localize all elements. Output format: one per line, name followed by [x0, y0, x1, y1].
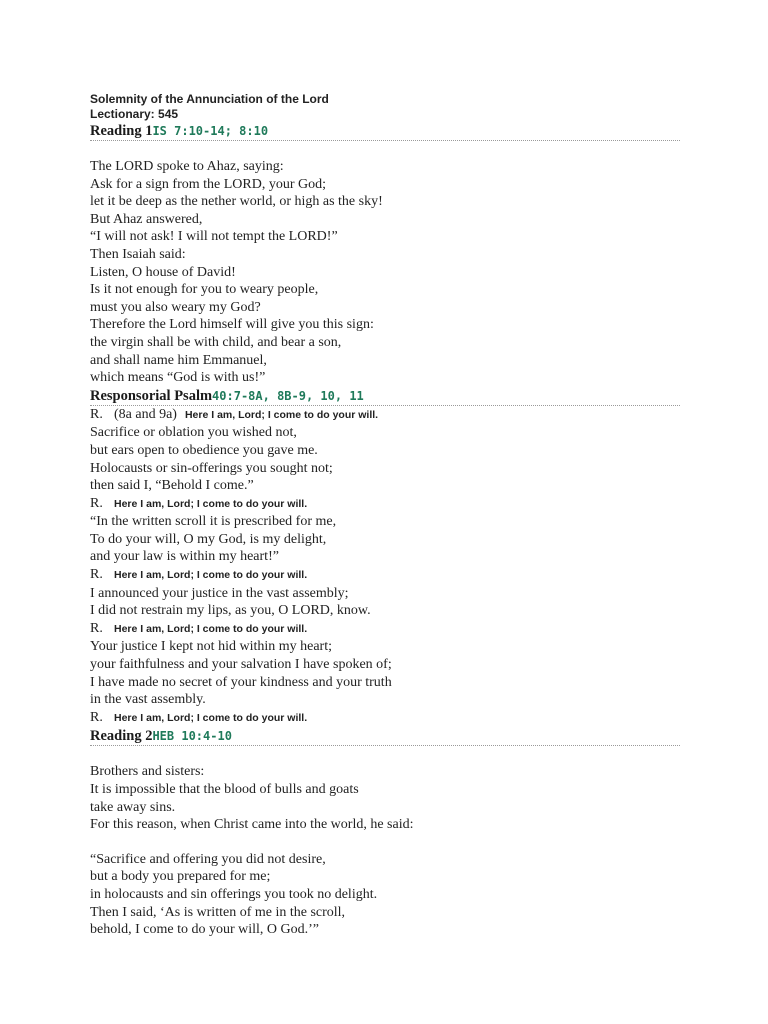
- reading2-text: [90, 763, 680, 938]
- text-line: your faithfulness and your salvation I have spoken of;: [90, 657, 392, 673]
- psalm-response: [90, 566, 680, 585]
- document-page: [90, 92, 680, 939]
- psalm-response: [90, 495, 680, 514]
- response-marker: R.: [90, 406, 103, 422]
- response-verse-ref: (8a and 9a): [114, 406, 177, 422]
- response-text: Here I am, Lord; I come to do your will.: [114, 622, 308, 635]
- reading2-label: Reading 2: [90, 728, 153, 745]
- response-marker: R.: [90, 620, 103, 636]
- text-line: and shall name him Emmanuel,: [90, 352, 267, 368]
- document-title: Solemnity of the Annunciation of the Lord: [90, 92, 329, 106]
- text-line: but a body you prepared for me;: [90, 869, 271, 885]
- response-marker: R.: [90, 495, 103, 511]
- psalm-citation[interactable]: 40:7-8A, 8B-9, 10, 11: [212, 388, 364, 403]
- text-line: But Ahaz answered,: [90, 211, 203, 227]
- text-line: Then I said, ‘As is written of me in the scroll,: [90, 904, 346, 920]
- text-line: Holocausts or sin-offerings you sought not;: [90, 460, 333, 476]
- text-line: Therefore the Lord himself will give you this sign:: [90, 317, 374, 333]
- text-line: in the vast assembly.: [90, 692, 206, 708]
- text-line: I have made no secret of your kindness and your truth: [90, 674, 392, 690]
- reading1-citation[interactable]: IS 7:10-14; 8:10: [152, 124, 269, 138]
- text-line: Sacrifice or oblation you wished not,: [90, 425, 297, 441]
- text-line: The LORD spoke to Ahaz, saying:: [90, 159, 284, 174]
- text-line: Your justice I kept not hid within my heart;: [90, 639, 332, 655]
- psalm-text: [90, 406, 680, 728]
- response-text: Here I am, Lord; I come to do your will.: [114, 569, 308, 582]
- text-line: Brothers and sisters:: [90, 764, 205, 780]
- response-marker: R.: [90, 567, 103, 583]
- text-line: “I will not ask! I will not tempt the LORD!”: [90, 229, 338, 245]
- text-line: behold, I come to do your will, O God.’”: [90, 922, 320, 938]
- text-line: Ask for a sign from the LORD, your God;: [90, 176, 327, 192]
- text-line: I announced your justice in the vast assembly;: [90, 585, 349, 601]
- psalm-heading: [90, 387, 680, 406]
- text-line: “In the written scroll it is prescribed for me,: [90, 514, 337, 530]
- text-line: and your law is within my heart!”: [90, 549, 279, 565]
- text-line: For this reason, when Christ came into the world, he said:: [90, 817, 414, 833]
- text-line: the virgin shall be with child, and bear a son,: [90, 334, 342, 350]
- text-line: To do your will, O my God, is my delight,: [90, 531, 327, 547]
- reading2-heading: [90, 727, 680, 746]
- text-line: Is it not enough for you to weary people,: [90, 282, 319, 298]
- text-line: I did not restrain my lips, as you, O LORD, know.: [90, 603, 371, 619]
- reading1-heading: [90, 122, 680, 141]
- text-line: “Sacrifice and offering you did not desire,: [90, 851, 326, 867]
- text-line: but ears open to obedience you gave me.: [90, 442, 318, 458]
- text-line: which means “God is with us!”: [90, 370, 266, 386]
- lectionary-number: Lectionary: 545: [90, 107, 179, 121]
- response-text: Here I am, Lord; I come to do your will.: [114, 497, 308, 510]
- text-line: let it be deep as the nether world, or high as the sky!: [90, 194, 383, 210]
- psalm-response: [90, 709, 680, 728]
- reading1-text: [90, 158, 680, 387]
- text-line: must you also weary my God?: [90, 299, 261, 315]
- text-line: It is impossible that the blood of bulls and goats: [90, 782, 359, 797]
- reading2-citation[interactable]: HEB 10:4-10: [152, 729, 232, 744]
- text-line: in holocausts and sin offerings you took no delight.: [90, 886, 378, 902]
- text-line: Listen, O house of David!: [90, 264, 236, 280]
- response-text: Here I am, Lord; I come to do your will.: [184, 408, 379, 421]
- response-text: Here I am, Lord; I come to do your will.: [114, 711, 308, 724]
- text-line: take away sins.: [90, 799, 176, 815]
- text-line: then said I, “Behold I come.”: [90, 478, 254, 494]
- reading1-label: Reading 1: [90, 123, 153, 139]
- psalm-response: [90, 406, 680, 425]
- psalm-label: Responsorial Psalm: [90, 387, 213, 404]
- response-marker: R.: [90, 709, 103, 725]
- text-line: Then Isaiah said:: [90, 246, 186, 262]
- psalm-response: [90, 620, 680, 639]
